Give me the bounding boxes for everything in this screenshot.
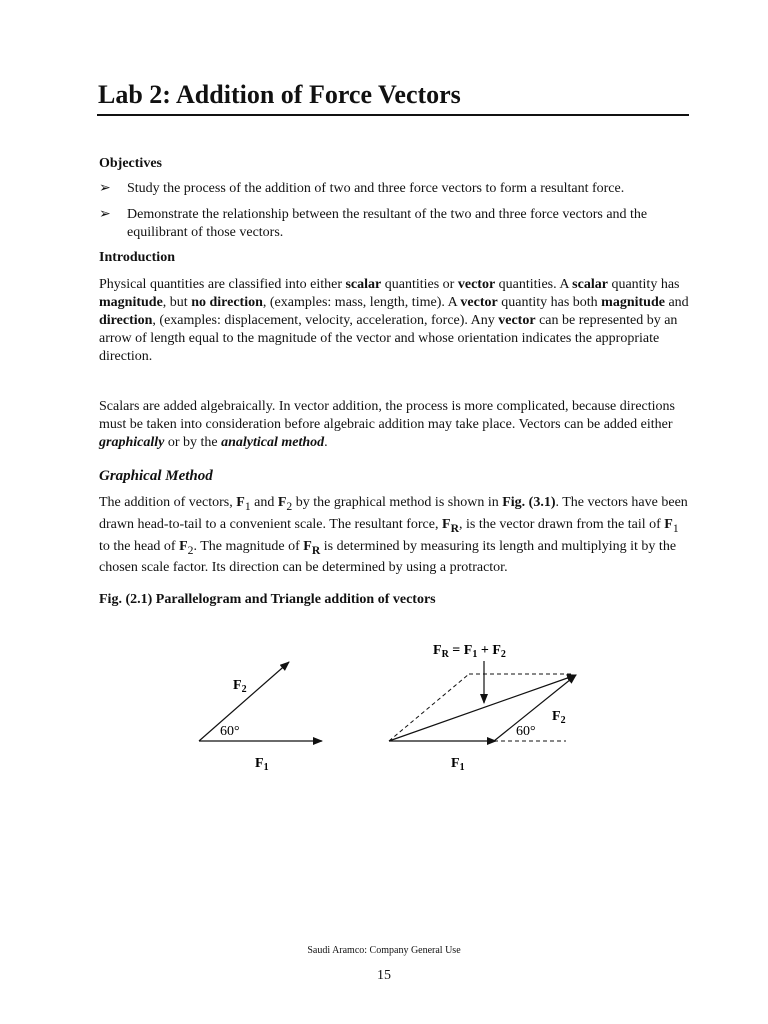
f2-vector-arrow: [199, 662, 289, 741]
graphical-method-heading: Graphical Method: [99, 468, 213, 484]
resultant-vector-arrow: [389, 675, 576, 741]
introduction-paragraph-1: Physical quantities are classified into either scalar quantities or vector quantities. A scalar quantity has magnitude, but no direction, (examples: mass, length, time). A vector quantity has both magnitude and direction, (examples: displacement, velocity, acceleration, force). Any vector can be represented by an arrow of length equal to the magnitude of the vector and whose orientation indicates the appropriate direction.: [99, 277, 689, 364]
f1-label: $F_1$: [451, 756, 465, 773]
objective-text-1: Study the process of the addition of two and three force vectors to form a resultant force.: [127, 181, 625, 196]
introduction-paragraph-2: Scalars are added algebraically. In vector addition, the process is more complicated, because directions must be taken into consideration before algebraic addition may take place. Vectors can be added either graphically or by the analytical method.: [99, 399, 675, 450]
resultant-equation: $F_R = F_1 + F_2$: [433, 643, 506, 660]
figure-caption: Fig. (2.1) Parallelogram and Triangle addition of vectors: [99, 592, 436, 607]
page-number: 15: [377, 968, 391, 983]
dashed-f2-side: [389, 674, 469, 741]
introduction-heading: Introduction: [99, 250, 175, 265]
angle-label: 60°: [516, 724, 536, 739]
bullet-arrow-icon: ➢: [99, 207, 111, 222]
footer-classification: Saudi Aramco: Company General Use: [307, 945, 461, 956]
f1-label: $F_1$: [255, 756, 269, 773]
angle-label: 60°: [220, 724, 240, 739]
objective-text-2: Demonstrate the relationship between the resultant of the two and three force vectors and the equilibrant of those vectors.: [127, 207, 648, 240]
parallelogram-diagram: [199, 662, 322, 773]
graphical-method-paragraph: The addition of vectors, $F_1$ and $F_2$ by the graphical method is shown in Fig. (3.1). The vectors have been drawn head-to-tail to a convenient scale. The resultant force, $F_R$, is the vector drawn from the tail of $F_1$ to the head of $F_2$. The magnitude of $F_R$ is determined by measuring its length and multiplying it by the chosen scale factor. Its direction can be determined by using a protractor.: [99, 495, 688, 576]
bullet-arrow-icon: ➢: [99, 181, 111, 196]
f2-label: $F_2$: [233, 678, 247, 695]
triangle-diagram: [389, 643, 576, 773]
page-title: Lab 2: Addition of Force Vectors: [98, 80, 461, 109]
f2-label: $F_2$: [552, 709, 566, 726]
objectives-heading: Objectives: [99, 156, 162, 171]
